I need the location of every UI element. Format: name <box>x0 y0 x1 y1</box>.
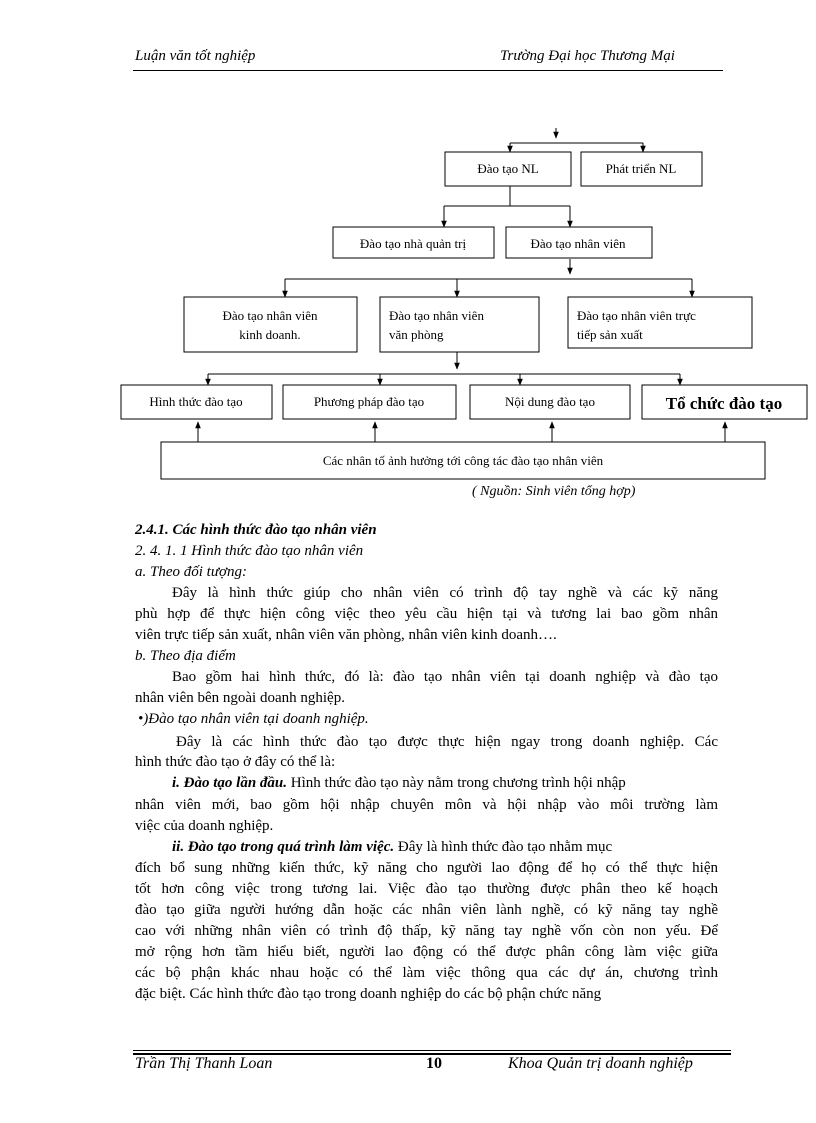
node-training: Đào tạo NL <box>477 161 539 176</box>
node-business-line2: kinh doanh. <box>239 327 301 342</box>
heading-a: a. Theo đối tượng: <box>135 564 248 580</box>
footer-page-number: 10 <box>426 1055 442 1072</box>
header-left: Luận văn tốt nghiệp <box>135 48 256 64</box>
item-ii-line-5: cao với những nhân viên có trình độ thấp, kỹ năng tay nghề vốn còn non yếu. Để <box>135 923 718 939</box>
item-ii-line-3: tốt hơn công việc trong tương lai. Việc đào tạo thường được phân theo kế hoạch <box>135 881 718 897</box>
item-ii-line-8: đặc biệt. Các hình thức đào tạo trong doanh nghiệp do các bộ phận chức năng <box>135 986 602 1002</box>
item-i-line-1 <box>172 775 626 792</box>
item-ii-line-1 <box>172 839 612 856</box>
para-1-line-2: phù hợp để thực hiện công việc theo yêu cầu hiện tại và tương lai bao gồm nhân <box>135 606 718 622</box>
node-development: Phát triển NL <box>605 161 677 176</box>
node-factors: Các nhân tố ảnh hưởng tới công tác đào tạo nhân viên <box>322 453 604 468</box>
para-1-line-3: viên trực tiếp sản xuất, nhân viên văn phòng, nhân viên kinh doanh…. <box>135 627 557 643</box>
item-i-line-3: việc của doanh nghiệp. <box>135 818 274 834</box>
node-business-box <box>184 297 357 352</box>
node-production-line1: Đào tạo nhân viên trực <box>577 308 696 323</box>
node-organization: Tổ chức đào tạo <box>665 394 783 413</box>
heading-b: b. Theo địa điểm <box>135 648 236 664</box>
node-manager: Đào tạo nhà quản trị <box>359 236 467 251</box>
header-right: Trường Đại học Thương Mại <box>500 48 675 64</box>
item-i-label: i. Đào tạo lần đầu. <box>172 775 288 791</box>
para-2-line-2: nhân viên bên ngoài doanh nghiệp. <box>135 690 345 706</box>
node-content: Nội dung đào tạo <box>505 394 595 409</box>
para-3-line-2: hình thức đào tạo ở đây có thể là: <box>135 754 336 770</box>
para-2-line-1: Bao gồm hai hình thức, đó là: đào tạo nhân viên tại doanh nghiệp và đào tạo <box>172 669 718 685</box>
node-office-box <box>380 297 539 352</box>
node-office-line2: văn phòng <box>389 327 444 342</box>
item-i-text: Hình thức đào tạo này nằm trong chương trình hội nhập <box>287 775 626 791</box>
item-ii-line-4: đào tạo giữa người hướng dẫn hoặc các nhân viên lành nghề, có kỹ năng tay nghề <box>135 902 718 918</box>
footer-rule-thin <box>133 1050 731 1051</box>
node-forms: Hình thức đào tạo <box>149 394 243 409</box>
node-production-line2: tiếp sản xuất <box>577 327 643 342</box>
item-ii-line-2: đích bổ sung những kiến thức, kỹ năng cho người lao động để họ có thể thực hiện <box>135 860 718 876</box>
item-ii-label: ii. Đào tạo trong quá trình làm việc. <box>172 839 395 855</box>
subsection-heading: 2. 4. 1. 1 Hình thức đào tạo nhân viên <box>135 543 364 559</box>
para-3-line-1: Đây là các hình thức đào tạo được thực hiện ngay trong doanh nghiệp. Các <box>176 734 718 750</box>
bullet-heading: •)Đào tạo nhân viên tại doanh nghiệp. <box>138 711 369 727</box>
footer-faculty: Khoa Quản trị doanh nghiệp <box>508 1055 693 1072</box>
figure-source: ( Nguồn: Sinh viên tổng hợp) <box>472 484 636 499</box>
item-ii-line-6: mở rộng hơn tầm hiểu biết, người lao động có thể được phân công làm việc giữa <box>135 944 718 960</box>
footer-author: Trần Thị Thanh Loan <box>135 1055 273 1072</box>
node-office-line1: Đào tạo nhân viên <box>389 308 484 323</box>
section-heading: 2.4.1. Các hình thức đào tạo nhân viên <box>135 522 377 538</box>
item-ii-line-7: các bộ phận khác nhau hoặc có thể làm việc thông qua các dự án, chương trình <box>135 965 718 981</box>
node-methods: Phương pháp đào tạo <box>313 394 425 409</box>
item-i-line-2: nhân viên mới, bao gồm hội nhập chuyên môn và hội nhập vào môi trường làm <box>135 797 718 813</box>
item-ii-text: Đây là hình thức đào tạo nhằm mục <box>394 839 613 855</box>
para-1-line-1: Đây là hình thức giúp cho nhân viên có trình độ tay nghề và các kỹ năng <box>172 585 718 601</box>
node-business-line1: Đào tạo nhân viên <box>222 308 318 323</box>
org-diagram <box>0 0 816 500</box>
node-staff: Đào tạo nhân viên <box>530 236 626 251</box>
